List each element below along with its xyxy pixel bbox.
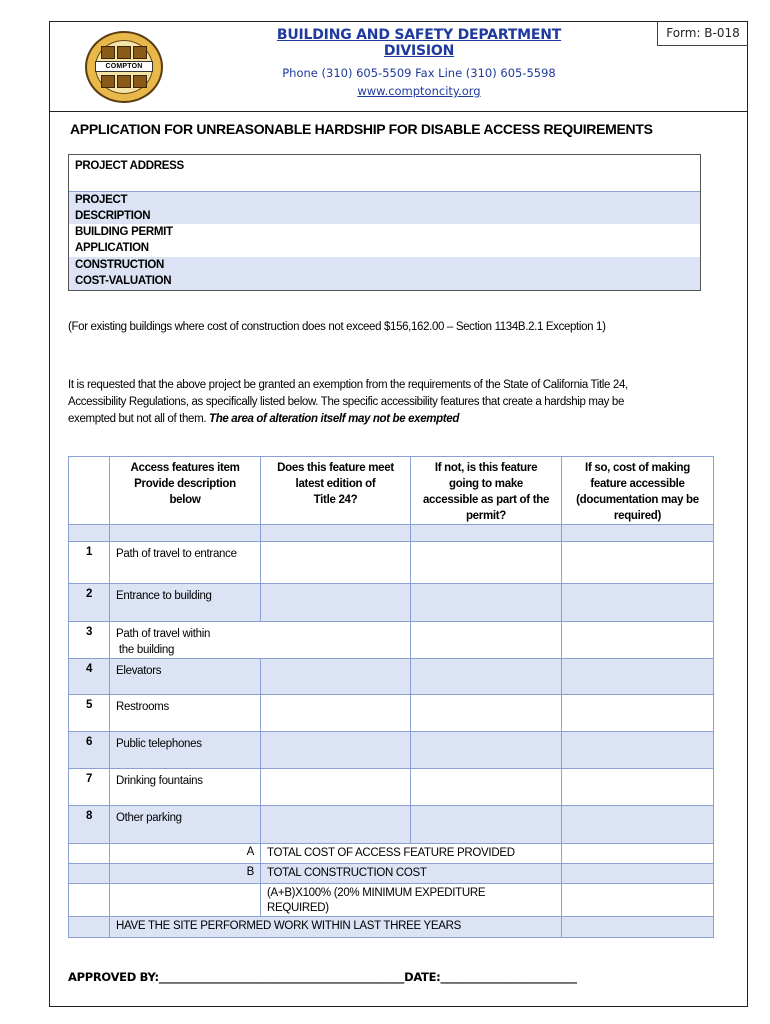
project-address-field[interactable] — [369, 155, 700, 191]
city-seal-logo — [85, 31, 163, 103]
row-number: 4 — [69, 659, 110, 695]
meets-title-24-cell[interactable] — [261, 622, 411, 659]
meets-title-24-cell[interactable] — [261, 659, 411, 695]
site-work-row — [69, 917, 714, 938]
construction-cost-field[interactable] — [209, 257, 700, 290]
project-address-label: PROJECT ADDRESS — [75, 160, 184, 172]
cost-cell[interactable] — [562, 732, 714, 769]
meets-title-24-cell[interactable] — [261, 732, 411, 769]
row-number: 7 — [69, 769, 110, 806]
table-spacer-row — [69, 525, 714, 542]
make-accessible-cell[interactable] — [411, 806, 562, 844]
feature-item: Restrooms — [110, 695, 261, 732]
table-row — [69, 622, 714, 659]
building-permit-field[interactable] — [209, 224, 700, 257]
make-accessible-cell[interactable] — [411, 769, 562, 806]
form-id: Form: B-018 — [666, 26, 740, 40]
meets-title-24-cell[interactable] — [261, 769, 411, 806]
alteration-emphasis: The area of alteration itself may not be exempted — [209, 413, 460, 425]
table-row — [69, 732, 714, 769]
construction-cost-row — [69, 257, 700, 290]
feature-item: Other parking — [110, 806, 261, 844]
expenditure-formula-label: (A+B)X100% (20% MINIMUM EXPEDITURE REQUIRED) — [261, 884, 562, 917]
make-accessible-cell[interactable] — [411, 659, 562, 695]
feature-item: Public telephones — [110, 732, 261, 769]
phone-line: Phone (310) 605-5509 Fax Line (310) 605-5598 — [282, 66, 556, 80]
table-row — [69, 769, 714, 806]
row-number: 1 — [69, 542, 110, 584]
row-number: 2 — [69, 584, 110, 622]
make-accessible-cell[interactable] — [411, 584, 562, 622]
table-header-row — [69, 457, 714, 525]
cost-cell[interactable] — [562, 695, 714, 732]
cost-cell[interactable] — [562, 542, 714, 584]
total-access-cost-row — [69, 844, 714, 864]
cost-cell[interactable] — [562, 622, 714, 659]
project-description-row — [69, 192, 700, 224]
existing-buildings-note: (For existing buildings where cost of construction does not exceed $156,162.00 – Section 1134B.2.1 Exception 1) — [68, 321, 606, 333]
make-accessible-cell[interactable] — [411, 732, 562, 769]
feature-item: Path of travel to entrance — [110, 542, 261, 584]
header-access-feature: Access features item Provide description below — [110, 457, 261, 525]
department-title: BUILDING AND SAFETY DEPARTMENT DIVISION — [276, 27, 562, 59]
project-description-label: PROJECT DESCRIPTION — [75, 194, 151, 222]
make-accessible-cell[interactable] — [411, 542, 562, 584]
construction-cost-label: CONSTRUCTION COST-VALUATION — [75, 259, 172, 287]
total-access-cost-label: TOTAL COST OF ACCESS FEATURE PROVIDED — [261, 844, 562, 864]
row-number: 3 — [69, 622, 110, 659]
building-permit-row — [69, 224, 700, 257]
row-number: 8 — [69, 806, 110, 844]
form-id-box — [657, 21, 748, 46]
building-permit-label: BUILDING PERMIT APPLICATION — [75, 226, 173, 254]
website-link[interactable]: www.comptoncity.org — [357, 84, 481, 98]
total-construction-letter: B — [110, 864, 261, 884]
approval-signature-line[interactable]: APPROVED BY:_____________________________________________DATE:_________________________ — [68, 970, 577, 984]
total-construction-cost-label: TOTAL CONSTRUCTION COST — [261, 864, 562, 884]
table-row — [69, 659, 714, 695]
feature-item: Elevators — [110, 659, 261, 695]
cost-cell[interactable] — [562, 769, 714, 806]
make-accessible-cell[interactable] — [411, 695, 562, 732]
meets-title-24-cell[interactable] — [261, 542, 411, 584]
logo-banner-text: COMPTON — [95, 61, 153, 72]
project-address-row — [69, 155, 700, 192]
cost-cell[interactable] — [562, 584, 714, 622]
meets-title-24-cell[interactable] — [261, 695, 411, 732]
site-work-cell[interactable] — [562, 917, 714, 938]
expenditure-formula-row — [69, 884, 714, 917]
table-row — [69, 542, 714, 584]
row-number: 6 — [69, 732, 110, 769]
table-row — [69, 584, 714, 622]
table-row — [69, 695, 714, 732]
make-accessible-cell[interactable] — [411, 622, 562, 659]
cost-cell[interactable] — [562, 659, 714, 695]
meets-title-24-cell[interactable] — [261, 584, 411, 622]
request-paragraph: It is requested that the above project be granted an exemption from the requirements of the State of California Title 24, Accessibility Regulations, as specifically listed below. The specific accessibility features that create a hardship may be exempted but not all of them. The area of alteration itself may not be exempted — [68, 379, 628, 425]
row-number: 5 — [69, 695, 110, 732]
application-title: APPLICATION FOR UNREASONABLE HARDSHIP FOR DISABLE ACCESS REQUIREMENTS — [70, 121, 653, 137]
project-description-field[interactable] — [209, 192, 700, 224]
total-construction-cost-row — [69, 864, 714, 884]
meets-title-24-cell[interactable] — [261, 806, 411, 844]
site-work-question: HAVE THE SITE PERFORMED WORK WITHIN LAST THREE YEARS — [110, 917, 562, 938]
project-info-table — [68, 154, 701, 291]
header-make-accessible: If not, is this feature going to make accessible as part of the permit? — [411, 457, 562, 525]
feature-item: Entrance to building — [110, 584, 261, 622]
feature-item: Path of travel within the building — [110, 622, 261, 659]
table-row — [69, 806, 714, 844]
header-divider — [49, 111, 748, 112]
total-access-letter: A — [110, 844, 261, 864]
cost-cell[interactable] — [562, 806, 714, 844]
header-cost-accessible: If so, cost of making feature accessible (documentation may be required) — [562, 457, 714, 525]
expenditure-formula-cell[interactable] — [562, 884, 714, 917]
total-construction-cost-cell[interactable] — [562, 864, 714, 884]
feature-item: Drinking fountains — [110, 769, 261, 806]
header-meets-title-24: Does this feature meet latest edition of Title 24? — [261, 457, 411, 525]
access-features-table — [68, 456, 714, 938]
total-access-cost-cell[interactable] — [562, 844, 714, 864]
